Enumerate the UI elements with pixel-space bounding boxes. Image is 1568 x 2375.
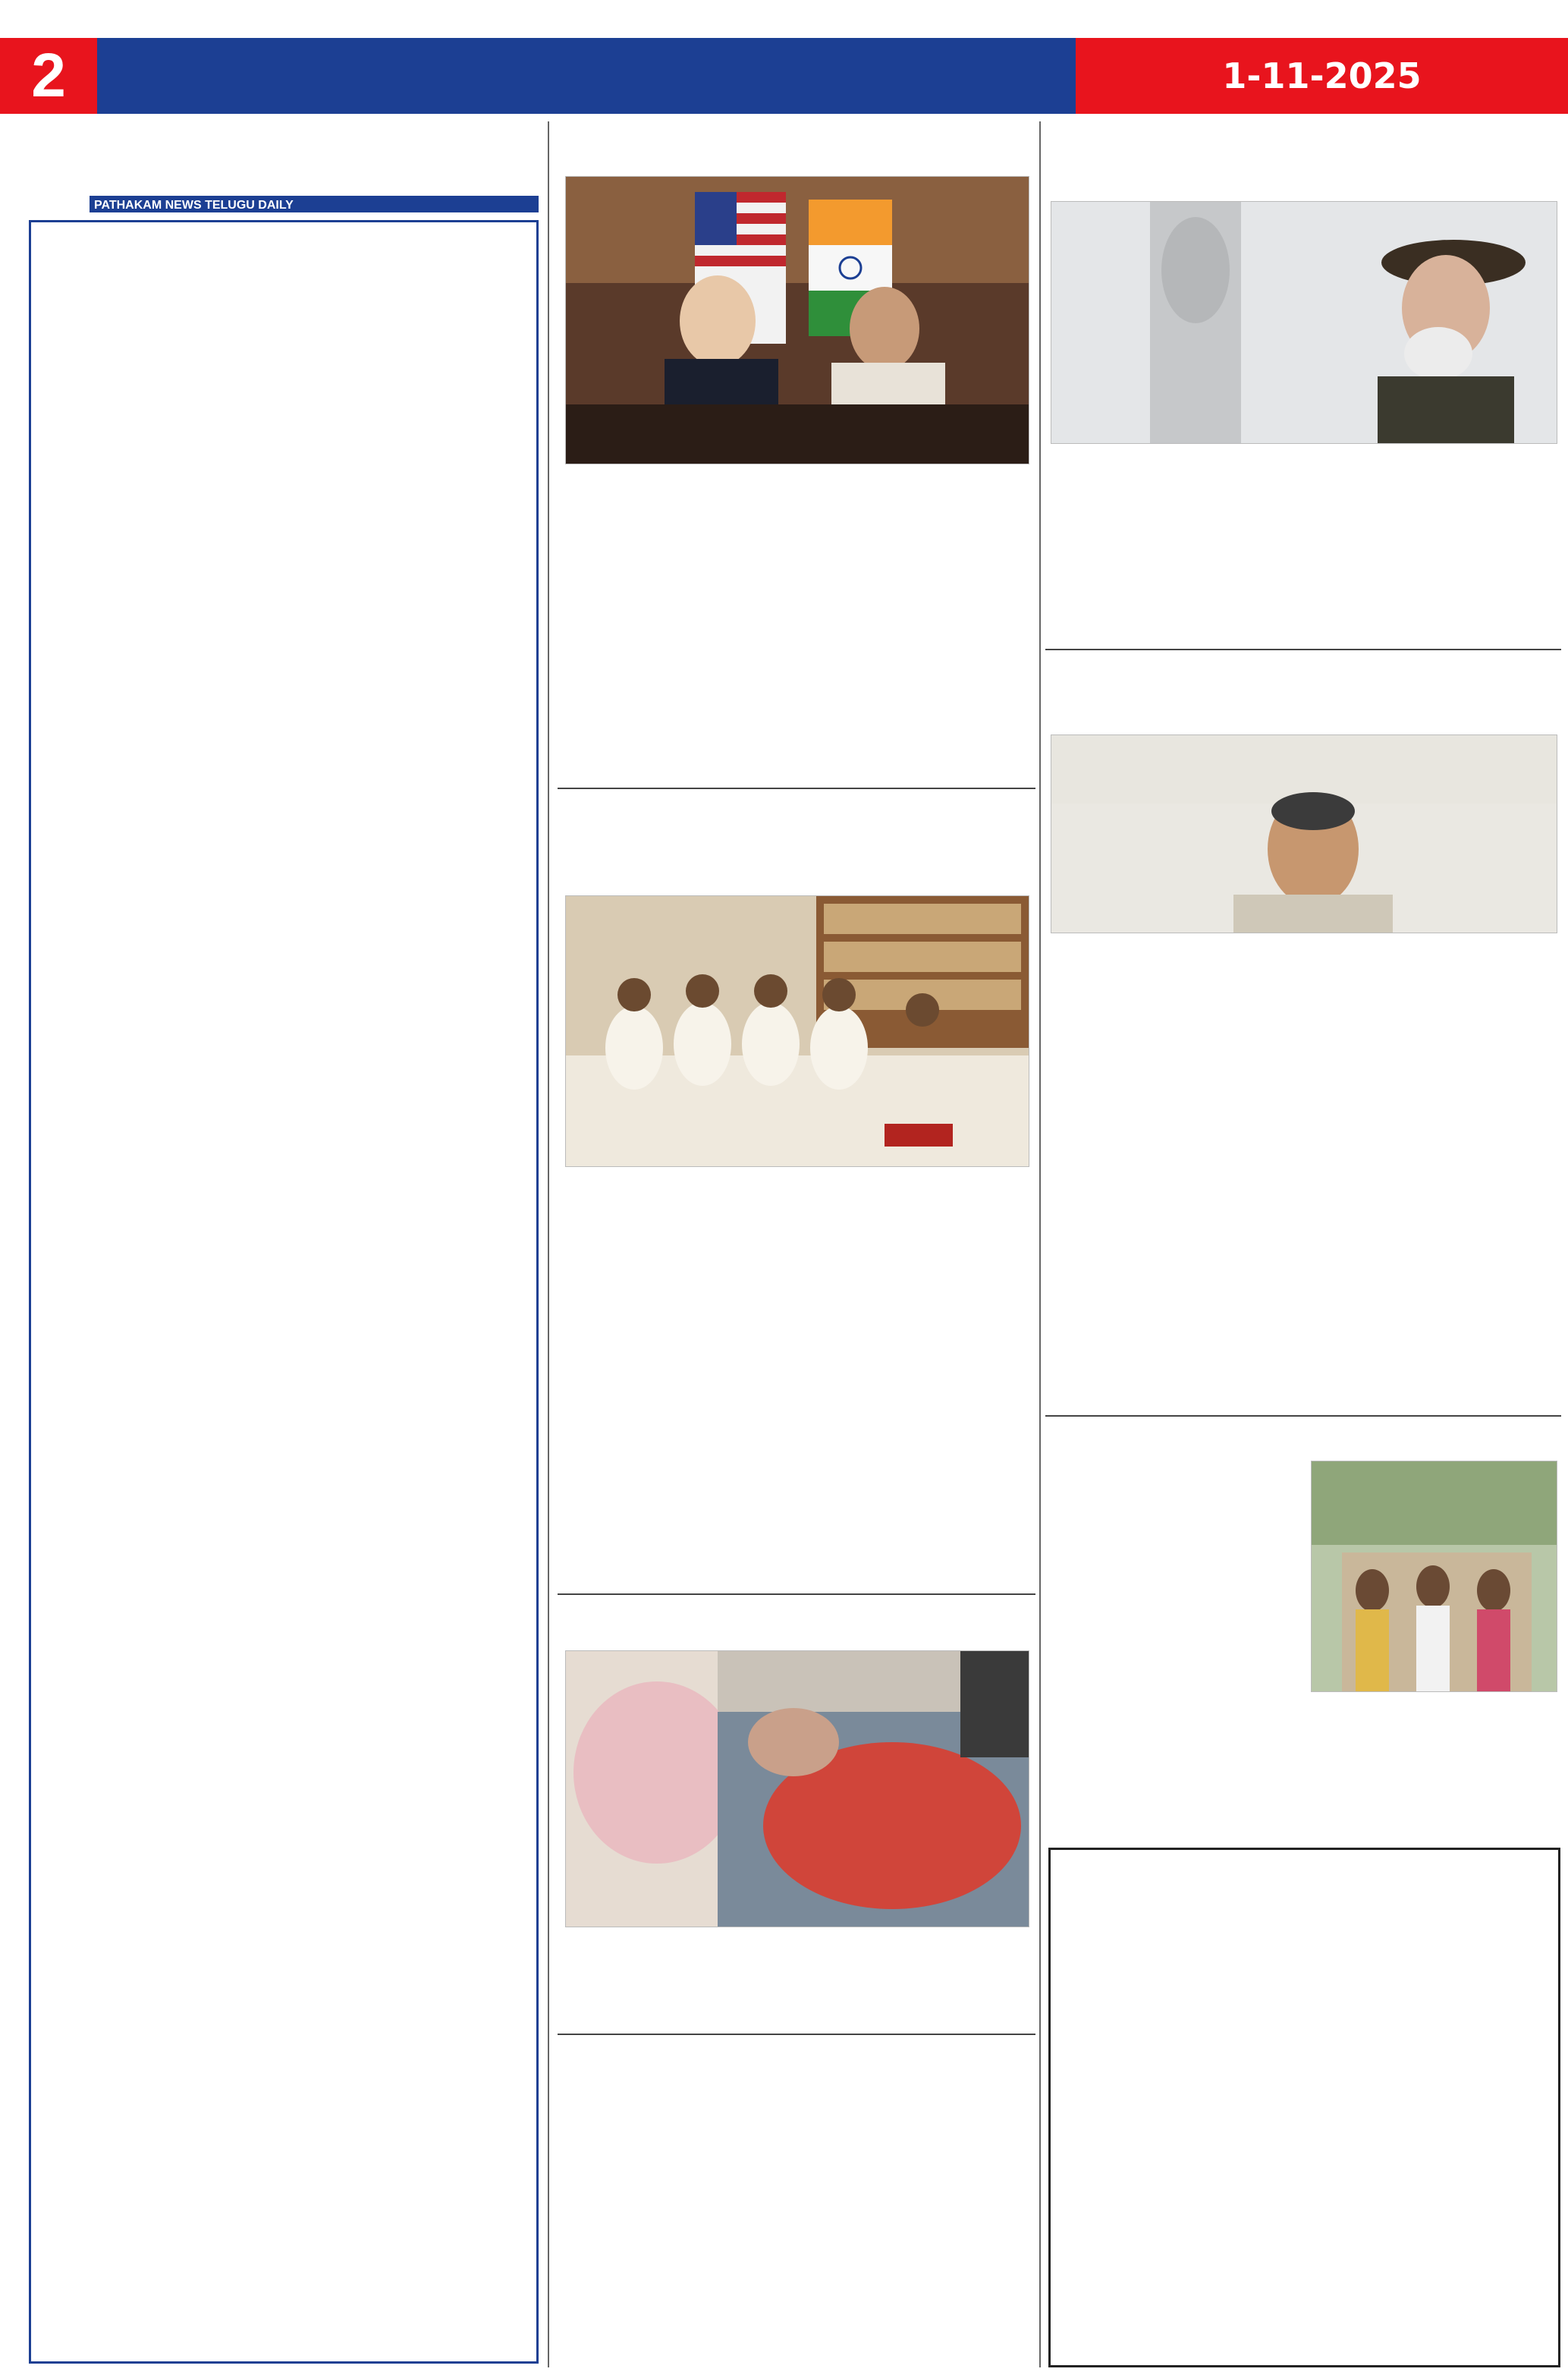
header-bar: [97, 38, 1568, 114]
defense-photo: [565, 176, 1029, 464]
continued-body: [1060, 1945, 1549, 2366]
editorial-body: [43, 348, 526, 2358]
page-number: 2: [0, 38, 97, 114]
ntr-photo: [565, 895, 1029, 1167]
masthead-tagline-en: PATHAKAM NEWS TELUGU DAILY: [94, 199, 294, 212]
continued-box: [1048, 1848, 1560, 2367]
panchayat-body-rest: [1051, 1698, 1557, 1842]
masthead-logo: [83, 123, 539, 218]
issue-date: 1-11-2025: [1076, 38, 1568, 114]
panchayat-body-side: [1051, 1461, 1305, 1696]
editorial-box: [29, 220, 539, 2364]
accident-photo: [565, 1650, 1029, 1927]
upsc-body: [565, 2079, 1029, 2367]
panchayat-photo: [1311, 1461, 1557, 1692]
modi-body: [1051, 449, 1557, 643]
masthead: [83, 123, 539, 218]
cyclone-photo: [1051, 735, 1557, 933]
modi-photo: [1051, 201, 1557, 444]
ntr-body: [565, 1172, 1029, 1591]
defense-body: [565, 470, 1029, 780]
cyclone-body: [1051, 937, 1557, 1415]
